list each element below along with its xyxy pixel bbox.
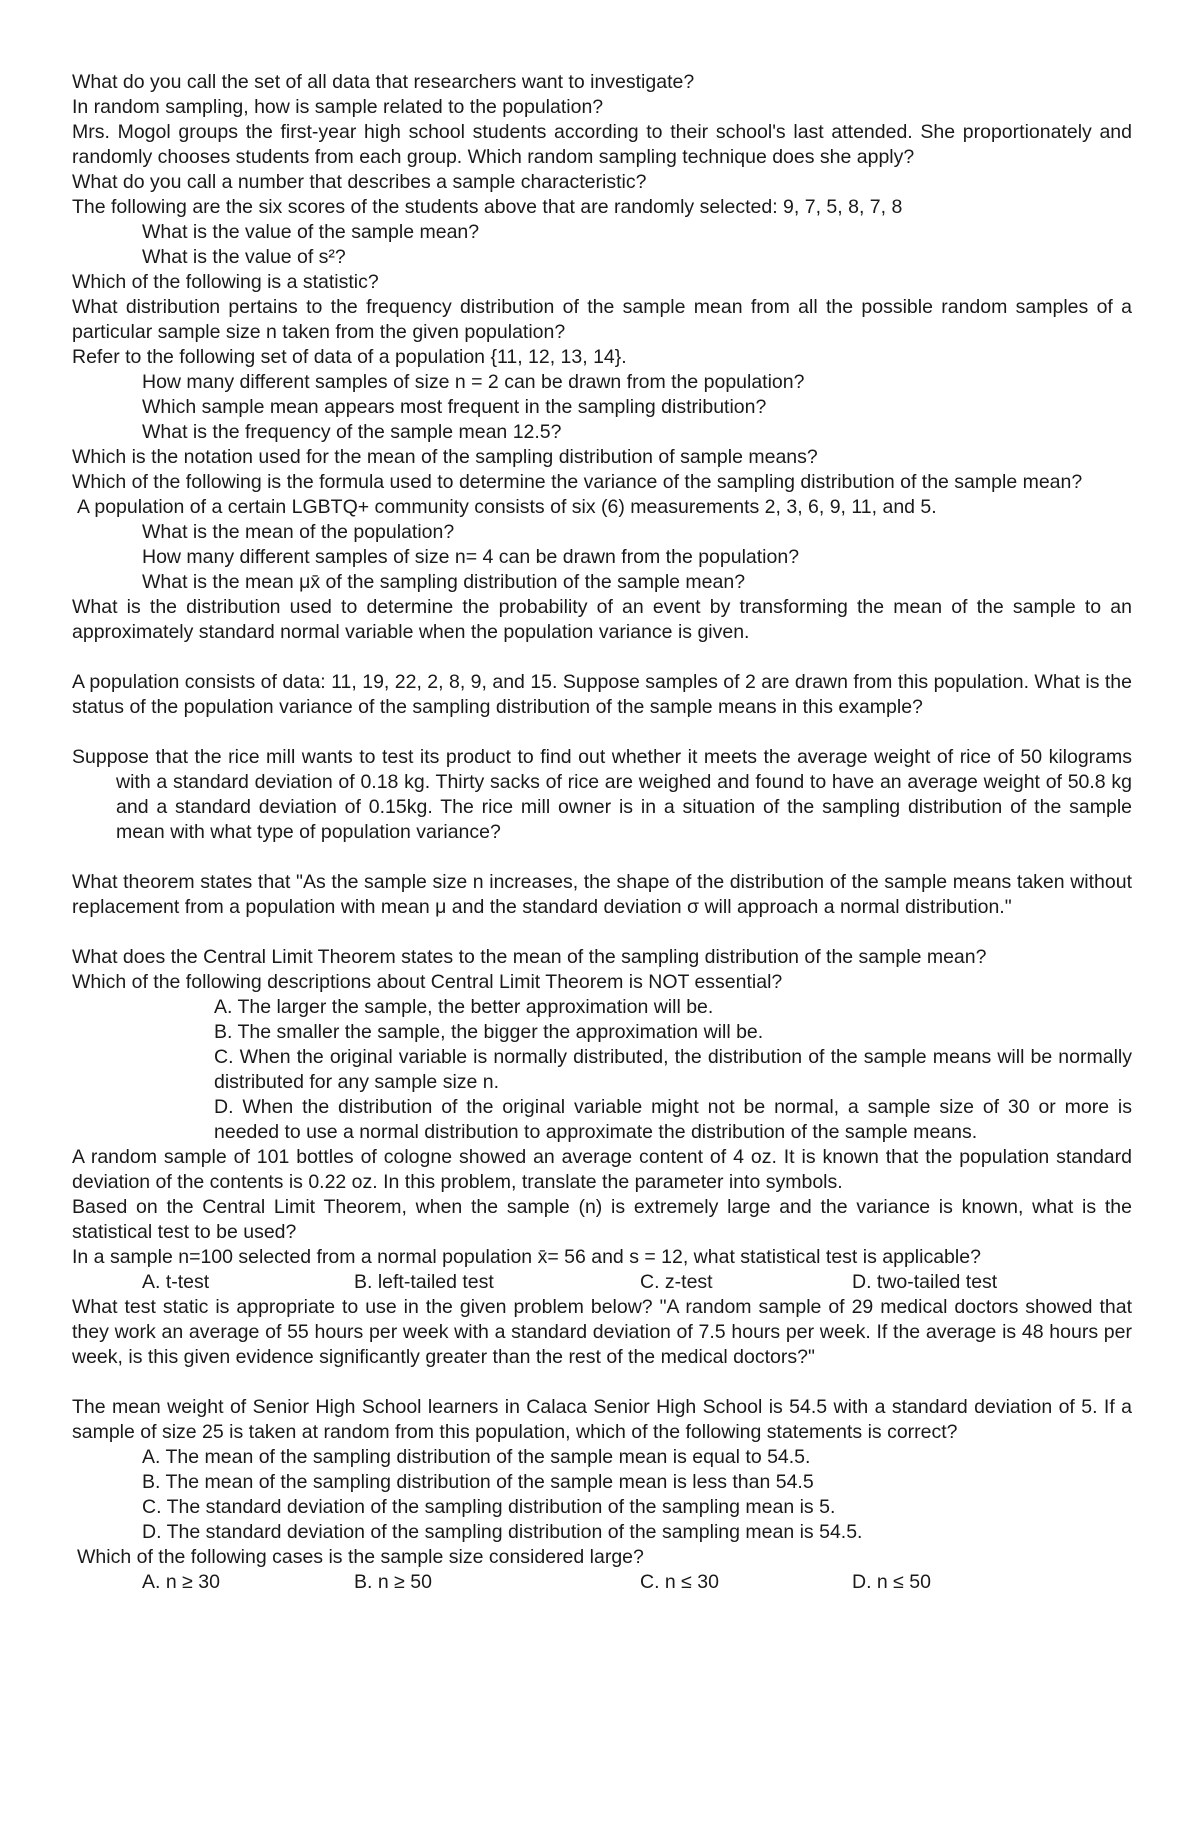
question: The mean weight of Senior High School learners in Calaca Senior High School is 54.5 with a standard deviation of 5. If a sample of size 25 is taken at random from this population, which of the following statements is correct? bbox=[72, 1396, 1132, 1443]
answer-option: C. The standard deviation of the sampling distribution of the sampling mean is 5. bbox=[142, 1496, 836, 1518]
sub-question: What is the value of the sample mean? bbox=[142, 221, 480, 243]
question: What is the distribution used to determine the probability of an event by transforming the mean of the sample to an approximately standard normal variable when the population variance is given. bbox=[72, 596, 1132, 643]
sub-question: What is the value of s²? bbox=[142, 246, 346, 268]
answer-option: B. left-tailed test bbox=[354, 1271, 494, 1293]
question: A random sample of 101 bottles of cologne showed an average content of 4 oz. It is known that the population standard deviation of the contents is 0.22 oz. In this problem, translate the parameter into symbols. bbox=[72, 1146, 1132, 1193]
question: What do you call a number that describes a sample characteristic? bbox=[72, 171, 647, 193]
question: Based on the Central Limit Theorem, when the sample (n) is extremely large and the variance is known, what is the statistical test to be used? bbox=[72, 1196, 1132, 1243]
question: Mrs. Mogol groups the first-year high school students according to their school's last attended. She proportionately and randomly chooses students from each group. Which random sampling technique does she apply? bbox=[72, 121, 1132, 168]
question: Suppose that the rice mill wants to test its product to find out whether it meets the average weight of rice of 50 kilograms with a standard deviation of 0.18 kg. Thirty sacks of rice are weighed and found to have an average weight of 50.8 kg and a standard deviation of 0.15kg. The rice mill owner is in a situation of the sampling distribution of the sample mean with what type of population variance? bbox=[72, 746, 1132, 843]
question: In random sampling, how is sample related to the population? bbox=[72, 96, 604, 118]
answer-option: A. The mean of the sampling distribution of the sample mean is equal to 54.5. bbox=[142, 1446, 811, 1468]
answer-option: C. z-test bbox=[640, 1271, 713, 1293]
sub-question: What is the frequency of the sample mean 12.5? bbox=[142, 421, 562, 443]
sub-question: Which sample mean appears most frequent in the sampling distribution? bbox=[142, 396, 767, 418]
question: Which of the following cases is the sample size considered large? bbox=[77, 1546, 644, 1568]
question: Refer to the following set of data of a population {11, 12, 13, 14}. bbox=[72, 346, 627, 368]
question: Which is the notation used for the mean of the sampling distribution of sample means? bbox=[72, 446, 818, 468]
answer-option: D. n ≤ 50 bbox=[852, 1571, 931, 1593]
question: Which of the following is the formula used to determine the variance of the sampling distribution of the sample mean? bbox=[72, 471, 1083, 493]
sub-question: How many different samples of size n = 2 can be drawn from the population? bbox=[142, 371, 805, 393]
answer-option: D. When the distribution of the original variable might not be normal, a sample size of 30 or more is needed to use a normal distribution to approximate the distribution of the sample means. bbox=[214, 1096, 1132, 1143]
sub-question: What is the mean μx̄ of the sampling distribution of the sample mean? bbox=[142, 571, 746, 593]
question: What does the Central Limit Theorem states to the mean of the sampling distribution of the sample mean? bbox=[72, 946, 987, 968]
answer-option: B. The smaller the sample, the bigger the approximation will be. bbox=[214, 1021, 764, 1043]
answer-option: B. The mean of the sampling distribution of the sample mean is less than 54.5 bbox=[142, 1471, 814, 1493]
worksheet-page bbox=[72, 70, 1132, 1595]
question: What do you call the set of all data that researchers want to investigate? bbox=[72, 71, 695, 93]
question: The following are the six scores of the students above that are randomly selected: 9, 7, 5, 8, 7, 8 bbox=[72, 196, 903, 218]
question: What test static is appropriate to use in the given problem below? "A random sample of 29 medical doctors showed that they work an average of 55 hours per week with a standard deviation of 7.5 hours per week. If the average is 48 hours per week, is this given evidence significantly greater than the rest of the medical doctors?" bbox=[72, 1296, 1132, 1368]
answer-options-row bbox=[142, 1270, 1132, 1295]
question: Which of the following is a statistic? bbox=[72, 271, 379, 293]
question: What theorem states that "As the sample size n increases, the shape of the distribution of the sample means taken without replacement from a population with mean μ and the standard deviation σ will approach a normal distribution." bbox=[72, 871, 1132, 918]
question: Which of the following descriptions about Central Limit Theorem is NOT essential? bbox=[72, 971, 783, 993]
answer-option: C. n ≤ 30 bbox=[640, 1571, 719, 1593]
answer-options-row bbox=[142, 1570, 1132, 1595]
sub-question: What is the mean of the population? bbox=[142, 521, 455, 543]
question: A population of a certain LGBTQ+ community consists of six (6) measurements 2, 3, 6, 9, 11, and 5. bbox=[77, 496, 937, 518]
answer-option: D. two-tailed test bbox=[852, 1271, 998, 1293]
answer-option: A. n ≥ 30 bbox=[142, 1571, 220, 1593]
answer-option: C. When the original variable is normally distributed, the distribution of the sample means will be normally distributed for any sample size n. bbox=[214, 1046, 1132, 1093]
sub-question: How many different samples of size n= 4 can be drawn from the population? bbox=[142, 546, 800, 568]
answer-option: B. n ≥ 50 bbox=[354, 1571, 432, 1593]
question: A population consists of data: 11, 19, 22, 2, 8, 9, and 15. Suppose samples of 2 are drawn from this population. What is the status of the population variance of the sampling distribution of the sample means in this example? bbox=[72, 671, 1132, 718]
answer-option: D. The standard deviation of the sampling distribution of the sampling mean is 54.5. bbox=[142, 1521, 863, 1543]
answer-option: A. The larger the sample, the better approximation will be. bbox=[214, 996, 714, 1018]
question: What distribution pertains to the frequency distribution of the sample mean from all the possible random samples of a particular sample size n taken from the given population? bbox=[72, 296, 1132, 343]
question: In a sample n=100 selected from a normal population x̄= 56 and s = 12, what statistical test is applicable? bbox=[72, 1246, 981, 1268]
answer-option: A. t-test bbox=[142, 1271, 210, 1293]
